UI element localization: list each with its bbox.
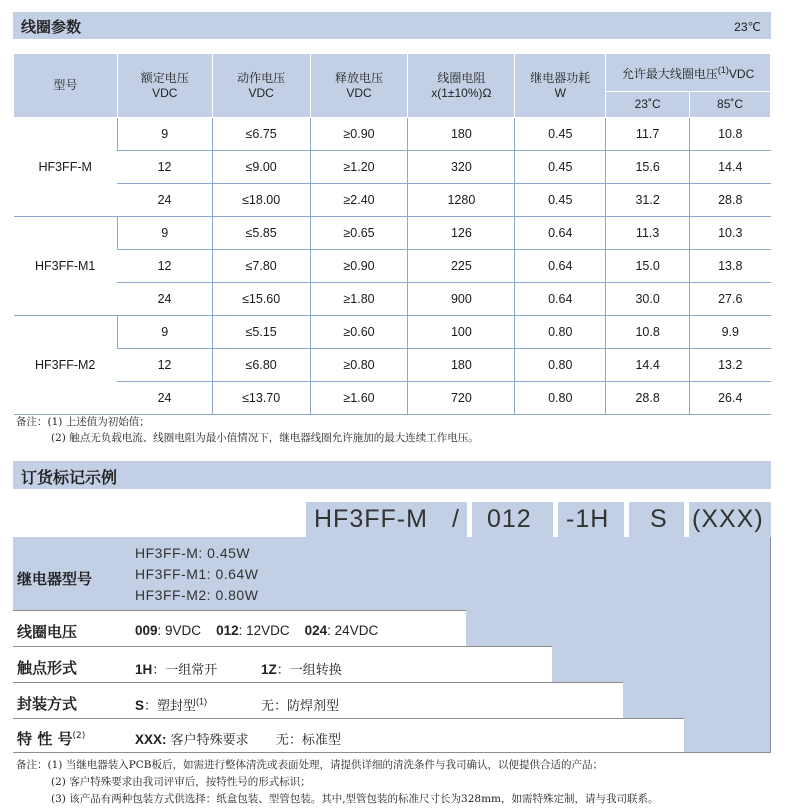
- contact-option-1h: [135, 659, 217, 678]
- contact-panel: [552, 537, 623, 682]
- code-voltage: 012: [487, 505, 532, 533]
- seal-opt-none-code: 无: [261, 699, 275, 714]
- resistance-cell: 900: [408, 283, 515, 316]
- code-special: (XXX): [692, 505, 764, 533]
- coil-section-title: 线圈参数: [21, 18, 82, 36]
- connector-voltage-h: [13, 646, 553, 647]
- max-23-cell: 28.8: [606, 382, 690, 415]
- coil-opt-009-code: 009: [135, 623, 158, 638]
- header-pickup-voltage-line2: VDC: [248, 85, 274, 100]
- power-cell: 0.45: [515, 118, 606, 151]
- table-row: [14, 118, 771, 151]
- connector-seal-h: [13, 718, 685, 719]
- header-coil-resistance-line1: 线圈电阻: [437, 70, 486, 85]
- order-section-title: 订货标记示例: [21, 468, 118, 487]
- max-85-cell: 10.3: [690, 217, 771, 250]
- seal-opt-s-text: ：塑封型: [144, 699, 197, 714]
- pickup-voltage-cell: ≤5.15: [212, 316, 310, 349]
- header-max-voltage-unit: VDC: [728, 67, 755, 81]
- table-row: [14, 316, 771, 349]
- rated-voltage-cell: 9: [117, 217, 212, 250]
- header-rated-voltage-line1: 额定电压: [140, 70, 189, 85]
- header-temp-23: 23˚C: [606, 92, 690, 118]
- rated-voltage-cell: 24: [117, 382, 212, 415]
- max-85-cell: 28.8: [690, 184, 771, 217]
- connector-model-h: [13, 610, 467, 611]
- release-voltage-cell: ≥0.90: [310, 250, 408, 283]
- header-max-voltage-sup: (1): [717, 65, 729, 75]
- max-85-cell: 13.8: [690, 250, 771, 283]
- coil-opt-012-code: 012: [216, 623, 239, 638]
- contact-form-label: 触点形式: [17, 659, 78, 677]
- seal-opt-none-text: ：防焊剂型: [274, 699, 340, 714]
- special-option-none: [276, 729, 341, 748]
- model-option-m: HF3FF-M: 0.45W: [135, 545, 251, 561]
- max-85-cell: 26.4: [690, 382, 771, 415]
- rated-voltage-cell: 9: [117, 316, 212, 349]
- release-voltage-cell: ≥1.80: [310, 283, 408, 316]
- resistance-cell: 180: [408, 349, 515, 382]
- seal-option-none: [261, 695, 339, 714]
- power-cell: 0.64: [515, 217, 606, 250]
- pickup-voltage-cell: ≤7.80: [212, 250, 310, 283]
- max-85-cell: 9.9: [690, 316, 771, 349]
- power-cell: 0.45: [515, 184, 606, 217]
- max-85-cell: 27.6: [690, 283, 771, 316]
- table-row: [14, 217, 771, 250]
- table-row: [14, 250, 771, 283]
- header-release-voltage: [310, 54, 408, 118]
- coil-section-header: [13, 12, 771, 39]
- max-23-cell: 15.0: [606, 250, 690, 283]
- coil-opt-024-text: : 24VDC: [327, 623, 379, 638]
- model-cell: HF3FF-M: [14, 118, 118, 217]
- special-opt-none-text: ：标准型: [289, 733, 342, 748]
- special-opt-xxx-code: XXX:: [135, 732, 167, 747]
- resistance-cell: 180: [408, 118, 515, 151]
- voltage-panel: [466, 537, 552, 646]
- coil-opt-024-code: 024: [304, 623, 328, 638]
- special-opt-none-code: 无: [276, 733, 290, 748]
- header-rated-voltage: [117, 54, 212, 118]
- pickup-voltage-cell: ≤15.60: [212, 283, 310, 316]
- connector-special-h: [13, 752, 771, 753]
- table-row: [14, 382, 771, 415]
- order-section-header: [13, 461, 771, 489]
- resistance-cell: 720: [408, 382, 515, 415]
- table-row: [14, 151, 771, 184]
- max-23-cell: 11.7: [606, 118, 690, 151]
- power-cell: 0.80: [515, 382, 606, 415]
- special-panel: [684, 537, 770, 752]
- power-cell: 0.45: [515, 151, 606, 184]
- rated-voltage-cell: 12: [117, 151, 212, 184]
- power-cell: 0.64: [515, 250, 606, 283]
- max-85-cell: 13.2: [690, 349, 771, 382]
- connector-contact-h: [13, 682, 624, 683]
- order-note-3: (3) 该产品有两种包装方式供选择：纸盒包装、型管包装。其中,型管包装的标准尺寸长为328mm，如需特殊定制，请与我司联系。: [51, 793, 659, 805]
- header-max-voltage: [606, 54, 771, 92]
- model-cell: HF3FF-M2: [14, 316, 118, 415]
- pickup-voltage-cell: ≤6.80: [212, 349, 310, 382]
- connector-special-v: [770, 537, 771, 753]
- contact-opt-1z-text: ：一组转换: [276, 663, 342, 678]
- power-cell: 0.80: [515, 349, 606, 382]
- package-label: 封装方式: [17, 695, 78, 713]
- release-voltage-cell: ≥2.40: [310, 184, 408, 217]
- model-option-m2: HF3FF-M2: 0.80W: [135, 587, 259, 603]
- rated-voltage-cell: 9: [117, 118, 212, 151]
- seal-option-s: [135, 695, 207, 714]
- header-max-voltage-label: 允许最大线圈电压: [621, 67, 718, 81]
- table-row: [14, 283, 771, 316]
- header-model: 型号: [14, 54, 118, 118]
- header-power-line2: W: [554, 85, 566, 100]
- release-voltage-cell: ≥0.65: [310, 217, 408, 250]
- max-23-cell: 14.4: [606, 349, 690, 382]
- coil-note-2: (2) 触点无负载电流、线圈电阻为最小值情况下，继电器线圈允许施加的最大连续工作电压。: [51, 432, 479, 444]
- pickup-voltage-cell: ≤9.00: [212, 151, 310, 184]
- header-rated-voltage-line2: VDC: [152, 85, 178, 100]
- header-temp-85: 85˚C: [690, 92, 771, 118]
- code-contact: -1H: [566, 505, 610, 533]
- coil-note-1: 备注：(1) 上述值为初始值；: [16, 416, 150, 428]
- header-release-voltage-line2: VDC: [346, 85, 372, 100]
- coil-opt-009-text: : 9VDC: [157, 623, 202, 638]
- seal-opt-s-code: S: [135, 698, 145, 713]
- release-voltage-cell: ≥1.60: [310, 382, 408, 415]
- max-23-cell: 30.0: [606, 283, 690, 316]
- release-voltage-cell: ≥0.80: [310, 349, 408, 382]
- special-label-text: 特 性 号: [17, 730, 73, 748]
- table-row: [14, 349, 771, 382]
- header-power: [515, 54, 606, 118]
- model-option-m1: HF3FF-M1: 0.64W: [135, 566, 259, 582]
- model-cell: HF3FF-M1: [14, 217, 118, 316]
- model-label: 继电器型号: [17, 570, 93, 588]
- rated-voltage-cell: 24: [117, 184, 212, 217]
- code-seal: S: [650, 505, 668, 533]
- header-pickup-voltage: [212, 54, 310, 118]
- resistance-cell: 1280: [408, 184, 515, 217]
- resistance-cell: 126: [408, 217, 515, 250]
- coil-parameter-table: [13, 53, 771, 415]
- order-note-1: 备注：(1) 当继电器装入PCB板后，如需进行整体清洗或表面处理，请提供详细的清洗条件与我司确认，以便提供合适的产品；: [16, 759, 604, 771]
- resistance-cell: 320: [408, 151, 515, 184]
- pickup-voltage-cell: ≤18.00: [212, 184, 310, 217]
- header-coil-resistance-line2: x(1±10%)Ω: [431, 85, 492, 100]
- resistance-cell: 225: [408, 250, 515, 283]
- special-opt-xxx-text: 客户特殊要求: [166, 733, 249, 748]
- pickup-voltage-cell: ≤6.75: [212, 118, 310, 151]
- release-voltage-cell: ≥0.60: [310, 316, 408, 349]
- max-85-cell: 10.8: [690, 118, 771, 151]
- special-option-xxx: [135, 729, 249, 748]
- rated-voltage-cell: 12: [117, 250, 212, 283]
- release-voltage-cell: ≥1.20: [310, 151, 408, 184]
- code-slash: /: [452, 505, 460, 533]
- contact-opt-1h-code: 1H: [135, 662, 153, 677]
- rated-voltage-cell: 24: [117, 283, 212, 316]
- max-85-cell: 14.4: [690, 151, 771, 184]
- power-cell: 0.64: [515, 283, 606, 316]
- resistance-cell: 100: [408, 316, 515, 349]
- header-coil-resistance: [408, 54, 515, 118]
- coil-opt-012-text: : 12VDC: [238, 623, 290, 638]
- power-cell: 0.80: [515, 316, 606, 349]
- special-label: [17, 728, 85, 749]
- header-power-line1: 继电器功耗: [530, 70, 591, 85]
- pickup-voltage-cell: ≤5.85: [212, 217, 310, 250]
- pickup-voltage-cell: ≤13.70: [212, 382, 310, 415]
- ambient-temperature: 23℃: [734, 20, 761, 34]
- code-model: HF3FF-M: [314, 505, 428, 533]
- contact-opt-1h-text: ：一组常开: [152, 663, 218, 678]
- seal-panel: [623, 537, 684, 718]
- header-release-voltage-line1: 释放电压: [335, 70, 384, 85]
- max-23-cell: 15.6: [606, 151, 690, 184]
- coil-voltage-options: [135, 623, 378, 638]
- header-pickup-voltage-line1: 动作电压: [237, 70, 286, 85]
- contact-option-1z: [261, 659, 342, 678]
- max-23-cell: 31.2: [606, 184, 690, 217]
- coil-table-body: [14, 118, 771, 415]
- table-row: [14, 184, 771, 217]
- order-note-2: (2) 客户特殊要求由我司评审后，按特性号的形式标识；: [51, 776, 311, 788]
- contact-opt-1z-code: 1Z: [261, 662, 277, 677]
- max-23-cell: 10.8: [606, 316, 690, 349]
- seal-opt-s-sup: (1): [196, 696, 208, 707]
- coil-voltage-label: 线圈电压: [17, 623, 78, 641]
- special-label-sup: (2): [72, 731, 86, 741]
- max-23-cell: 11.3: [606, 217, 690, 250]
- release-voltage-cell: ≥0.90: [310, 118, 408, 151]
- rated-voltage-cell: 12: [117, 349, 212, 382]
